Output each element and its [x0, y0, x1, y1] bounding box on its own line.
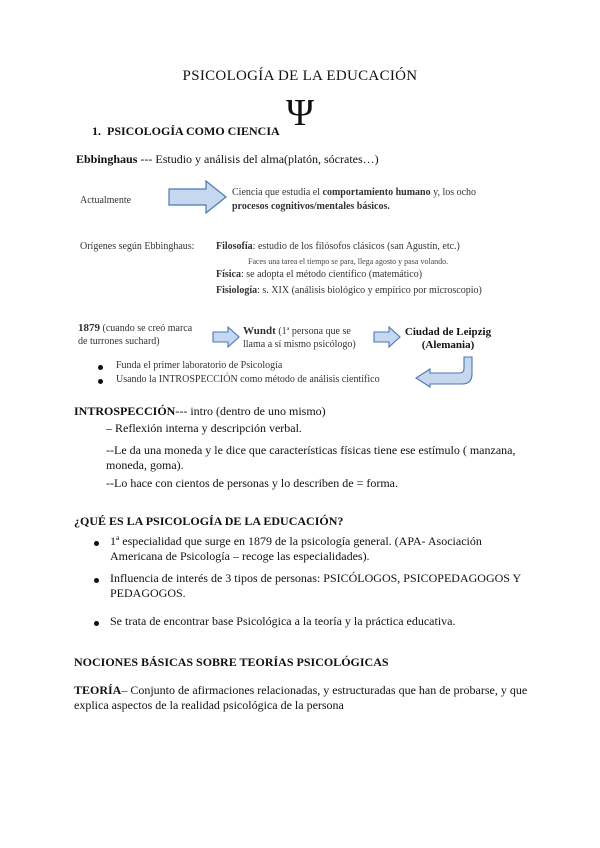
fisica-line: Física: se adopta el método científico (matemático) [216, 269, 423, 280]
list-item: Usando la INTROSPECCIÓN como método de análisis científico [116, 374, 380, 385]
psi-symbol: Ψ [286, 92, 315, 134]
section-number: 1. [92, 124, 101, 138]
section-heading [92, 124, 280, 139]
faces-note: Faces una tarea el tiempo se para, llega agosto y pasa volando. [248, 257, 449, 266]
bullet-icon [98, 379, 103, 384]
section-title: PSICOLOGÍA COMO CIENCIA [107, 124, 280, 138]
fisiologia-line: Fisiología: s. XIX (análisis biológico y empírico por microscopio) [216, 285, 482, 296]
filosofia-line: Filosofía: estudio de los filósofos clásicos (san Agustín, etc.) [216, 241, 460, 252]
list-item: 1ª especialidad que surge en 1879 de la psicología general. (APA- Asociación Americana de Psicología – recoge las especialidades). [110, 534, 482, 563]
wundt-block: Wundt (1ª persona que se llama a sí mismo psicólogo) [243, 325, 356, 350]
ebbinghaus-name: Ebbinghaus [76, 152, 138, 166]
bullet-icon [94, 578, 99, 583]
document-title: PSICOLOGÍA DE LA EDUCACIÓN [182, 68, 418, 84]
leipzig-block: Ciudad de Leipzig (Alemania) [404, 326, 492, 351]
year-block: 1879 (cuando se creó marca de turrones suchard) [78, 322, 193, 347]
que-es-heading: ¿QUÉ ES LA PSICOLOGÍA DE LA EDUCACIÓN? [74, 514, 344, 528]
list-item: Influencia de interés de 3 tipos de personas: PSICÓLOGOS, PSICOPEDAGOGOS Y PEDAGOGOS. [110, 571, 521, 600]
curved-back-arrow-icon [412, 356, 480, 388]
bullet-icon [94, 621, 99, 626]
ebbinghaus-line [76, 152, 379, 167]
introspeccion-line: INTROSPECCIÓN--- intro (dentro de uno mismo) [74, 404, 326, 418]
list-item: Funda el primer laboratorio de Psicología [116, 360, 283, 371]
ebbinghaus-text: --- Estudio y análisis del alma(platón, sócrates…) [137, 152, 379, 166]
introspeccion-line-1: – Reflexión interna y descripción verbal. [106, 421, 302, 435]
introspeccion-line-2: --Le da una moneda y le dice que características físicas tiene ese estímulo ( manzana, moneda, goma). [106, 443, 516, 472]
teoria-paragraph: TEORÍA– Conjunto de afirmaciones relacionadas, y estructuradas que han de probarse, y que explica aspectos de la realidad psicológica de la persona [74, 683, 528, 712]
list-item: Se trata de encontrar base Psicológica a la teoría y la práctica educativa. [110, 614, 456, 628]
actualmente-label: Actualmente [80, 195, 132, 206]
nociones-heading: NOCIONES BÁSICAS SOBRE TEORÍAS PSICOLÓGICAS [74, 655, 389, 669]
bullet-icon [98, 365, 103, 370]
origenes-label: Orígenes según Ebbinghaus: [80, 241, 195, 252]
introspeccion-line-3: --Lo hace con cientos de personas y lo describen de = forma. [106, 476, 398, 490]
right-arrow-icon [373, 326, 401, 348]
bullet-icon [94, 541, 99, 546]
right-arrow-icon [168, 180, 228, 214]
actualmente-definition: Ciencia que estudia el comportamiento humano y, los ocho procesos cognitivos/mentales básicos. [232, 187, 477, 212]
right-arrow-icon [212, 326, 240, 348]
